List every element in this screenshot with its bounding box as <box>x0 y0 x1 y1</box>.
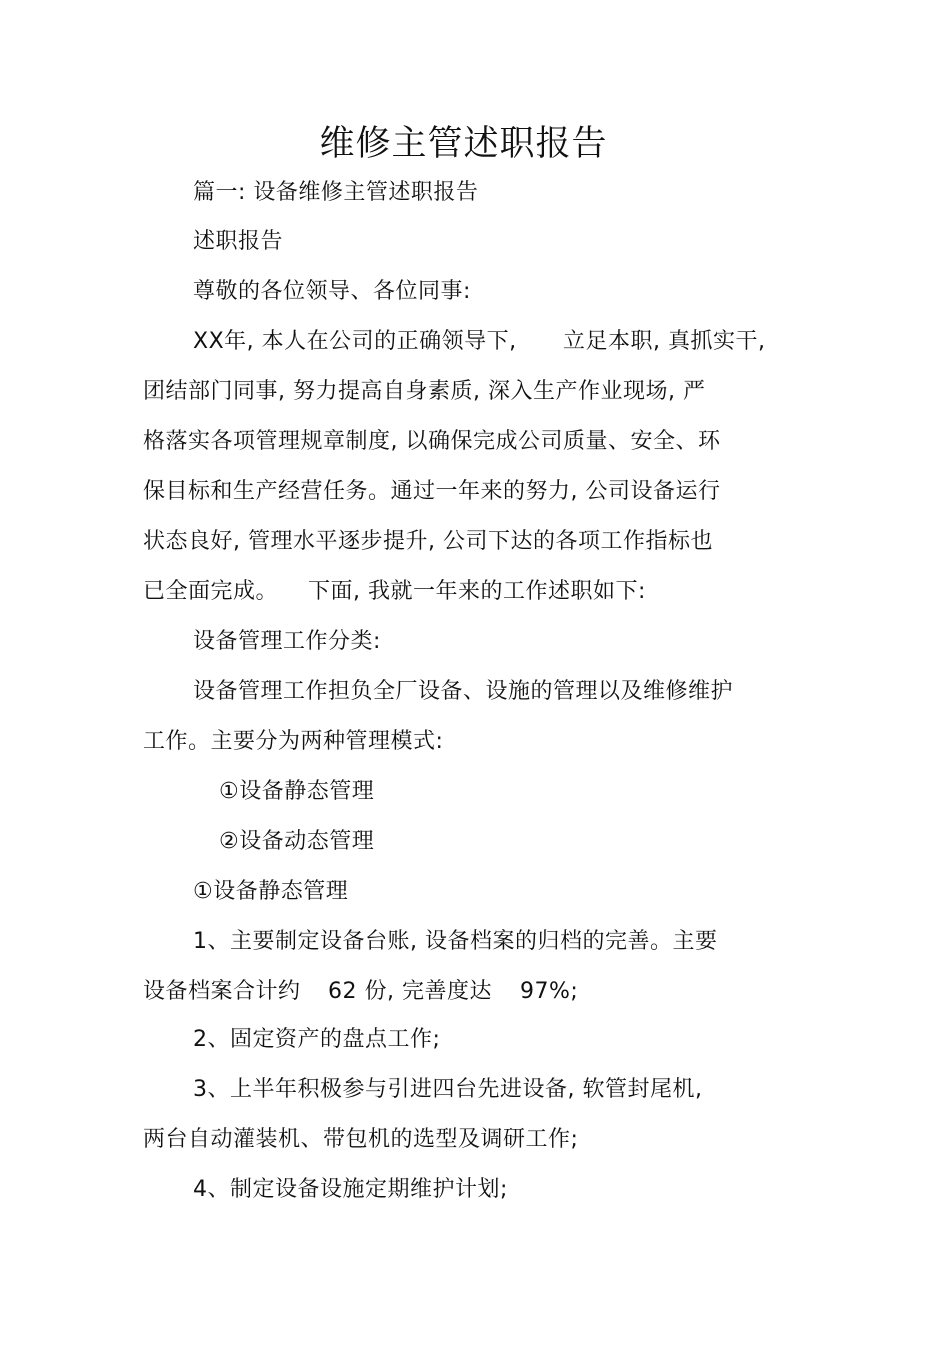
numbered-item: 1、主要制定设备台账, 设备档案的归档的完善。主要 <box>193 929 718 954</box>
paragraph-line: 保目标和生产经营任务。通过一年来的努力, 公司设备运行 <box>143 479 721 504</box>
list-item: ①设备静态管理 <box>219 779 375 804</box>
paragraph-line: 立足本职, 真抓实干, <box>563 329 766 354</box>
paragraph-line: 已全面完成。 <box>143 579 279 604</box>
document-title: 维修主管述职报告 <box>319 124 608 164</box>
paragraph-line: 两台自动灌装机、带包机的选型及调研工作; <box>143 1127 579 1152</box>
paragraph-line: 格落实各项管理规章制度, 以确保完成公司质量、安全、环 <box>143 429 721 454</box>
paragraph-line: 团结部门同事, 努力提高自身素质, 深入生产作业现场, 严 <box>143 379 706 404</box>
subsection-heading: ①设备静态管理 <box>193 879 349 904</box>
subsection-heading: 设备管理工作分类: <box>193 629 381 654</box>
numbered-item: 2、固定资产的盘点工作; <box>193 1027 441 1052</box>
paragraph-line: 设备管理工作担负全厂设备、设施的管理以及维修维护 <box>193 679 734 704</box>
paragraph-line: 工作。主要分为两种管理模式: <box>143 729 444 754</box>
paragraph-line: 设备档案合计约 <box>143 979 301 1004</box>
numbered-item: 4、制定设备设施定期维护计划; <box>193 1177 508 1202</box>
paragraph-line: XX年, 本人在公司的正确领导下, <box>193 329 517 354</box>
salutation: 尊敬的各位领导、各位同事: <box>193 279 471 304</box>
paragraph-line: 62 份, 完善度达 <box>328 979 492 1004</box>
paragraph-line: 下面, 我就一年来的工作述职如下: <box>308 579 646 604</box>
numbered-item: 3、上半年积极参与引进四台先进设备, 软管封尾机, <box>193 1077 703 1102</box>
list-item: ②设备动态管理 <box>219 829 375 854</box>
paragraph-line: 状态良好, 管理水平逐步提升, 公司下达的各项工作指标也 <box>143 529 713 554</box>
section-heading: 篇一: 设备维修主管述职报告 <box>193 180 479 205</box>
paragraph-line: 97%; <box>520 979 579 1004</box>
report-label: 述职报告 <box>193 229 284 254</box>
